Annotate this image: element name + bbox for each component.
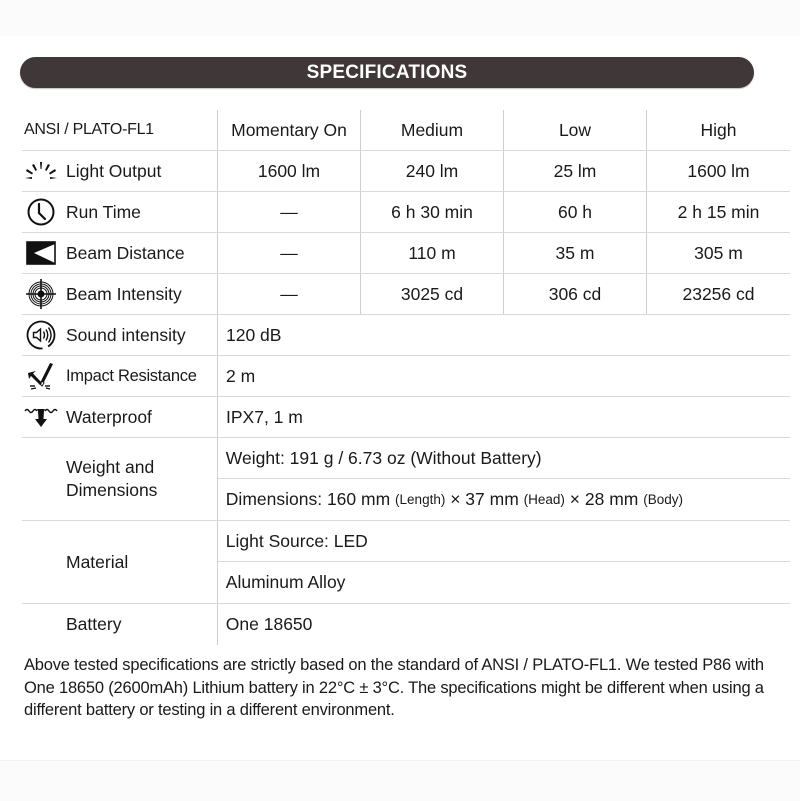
value-waterproof: IPX7, 1 m bbox=[217, 397, 790, 437]
row-label: Run Time bbox=[66, 201, 141, 222]
value-medium: 3025 cd bbox=[360, 274, 503, 314]
row-label: Waterproof bbox=[66, 406, 152, 427]
table-row-beam-intensity bbox=[22, 274, 790, 315]
dim-body-note: (Body) bbox=[643, 492, 683, 507]
table-header-row bbox=[22, 110, 790, 151]
header-medium: Medium bbox=[360, 110, 503, 150]
value-medium: 240 lm bbox=[360, 151, 503, 191]
target-icon bbox=[22, 279, 60, 309]
dim-head-note: (Head) bbox=[523, 492, 565, 507]
value-low: 306 cd bbox=[503, 274, 646, 314]
dim-head: 37 mm bbox=[465, 489, 519, 509]
table-row-sound-intensity bbox=[22, 315, 790, 356]
header-high: High bbox=[646, 110, 790, 150]
table-group-battery bbox=[22, 604, 790, 645]
value-momentary: — bbox=[217, 192, 360, 232]
value-high: 1600 lm bbox=[646, 151, 790, 191]
table-row-run-time bbox=[22, 192, 790, 233]
value-high: 23256 cd bbox=[646, 274, 790, 314]
value-high: 2 h 15 min bbox=[646, 192, 790, 232]
value-low: 60 h bbox=[503, 192, 646, 232]
value-momentary: — bbox=[217, 274, 360, 314]
material-label: Material bbox=[66, 551, 129, 572]
dim-length-note: (Length) bbox=[395, 492, 446, 507]
table-group-material bbox=[22, 521, 790, 604]
value-light-source: Light Source: LED bbox=[218, 521, 790, 562]
clock-icon bbox=[22, 197, 60, 227]
label-line-1: Weight and bbox=[66, 457, 155, 477]
row-label: Impact Resistance bbox=[66, 366, 197, 385]
test-note: Above tested specifications are strictly based on the standard of ANSI / PLATO-FL1. We tested P86 with One 18650 (2600mAh) Lithium battery in 22°C ± 3°C. The specifications might be different when using a different battery or testing in a different environment. bbox=[24, 656, 764, 719]
header-low: Low bbox=[503, 110, 646, 150]
dim-body: 28 mm bbox=[584, 489, 639, 509]
specifications-banner bbox=[20, 57, 754, 88]
light-output-icon bbox=[22, 156, 60, 186]
value-high: 305 m bbox=[646, 233, 790, 273]
value-momentary: — bbox=[217, 233, 360, 273]
beam-distance-icon bbox=[22, 238, 60, 268]
top-strip bbox=[0, 0, 800, 36]
dim-length: 160 mm bbox=[326, 489, 391, 509]
value-medium: 110 m bbox=[360, 233, 503, 273]
dim-sep-1: × bbox=[445, 489, 466, 509]
bottom-strip bbox=[0, 760, 800, 801]
dim-prefix: Dimensions: bbox=[225, 489, 327, 509]
value-weight: Weight: 191 g / 6.73 oz (Without Battery) bbox=[218, 438, 790, 479]
header-standard: ANSI / PLATO-FL1 bbox=[24, 121, 154, 138]
value-low: 35 m bbox=[503, 233, 646, 273]
value-impact-resistance: 2 m bbox=[217, 356, 790, 396]
row-label: Beam Intensity bbox=[66, 283, 182, 304]
banner-title: SPECIFICATIONS bbox=[306, 61, 468, 83]
table-row-light-output bbox=[22, 151, 790, 192]
waterproof-icon bbox=[22, 402, 60, 432]
row-label: Sound intensity bbox=[66, 324, 186, 345]
specifications-table bbox=[22, 110, 790, 645]
value-material: Aluminum Alloy bbox=[225, 572, 346, 592]
label-line-2: Dimensions bbox=[66, 480, 158, 500]
battery-label: Battery bbox=[66, 614, 122, 634]
sound-icon bbox=[22, 320, 60, 350]
impact-icon bbox=[22, 361, 60, 391]
row-label: Light Output bbox=[66, 160, 162, 181]
value-dimensions bbox=[218, 479, 790, 520]
dim-sep-2: × bbox=[564, 489, 585, 509]
table-row-beam-distance bbox=[22, 233, 790, 274]
weight-dimensions-label bbox=[22, 438, 217, 520]
table-row-waterproof bbox=[22, 397, 790, 438]
value-battery: One 18650 bbox=[225, 614, 313, 634]
value-medium: 6 h 30 min bbox=[360, 192, 503, 232]
value-sound-intensity: 120 dB bbox=[217, 315, 790, 355]
table-group-weight-dimensions bbox=[22, 438, 790, 521]
table-row-impact-resistance bbox=[22, 356, 790, 397]
value-low: 25 lm bbox=[503, 151, 646, 191]
row-label: Beam Distance bbox=[66, 242, 185, 263]
header-momentary-on: Momentary On bbox=[217, 110, 360, 150]
value-momentary: 1600 lm bbox=[217, 151, 360, 191]
